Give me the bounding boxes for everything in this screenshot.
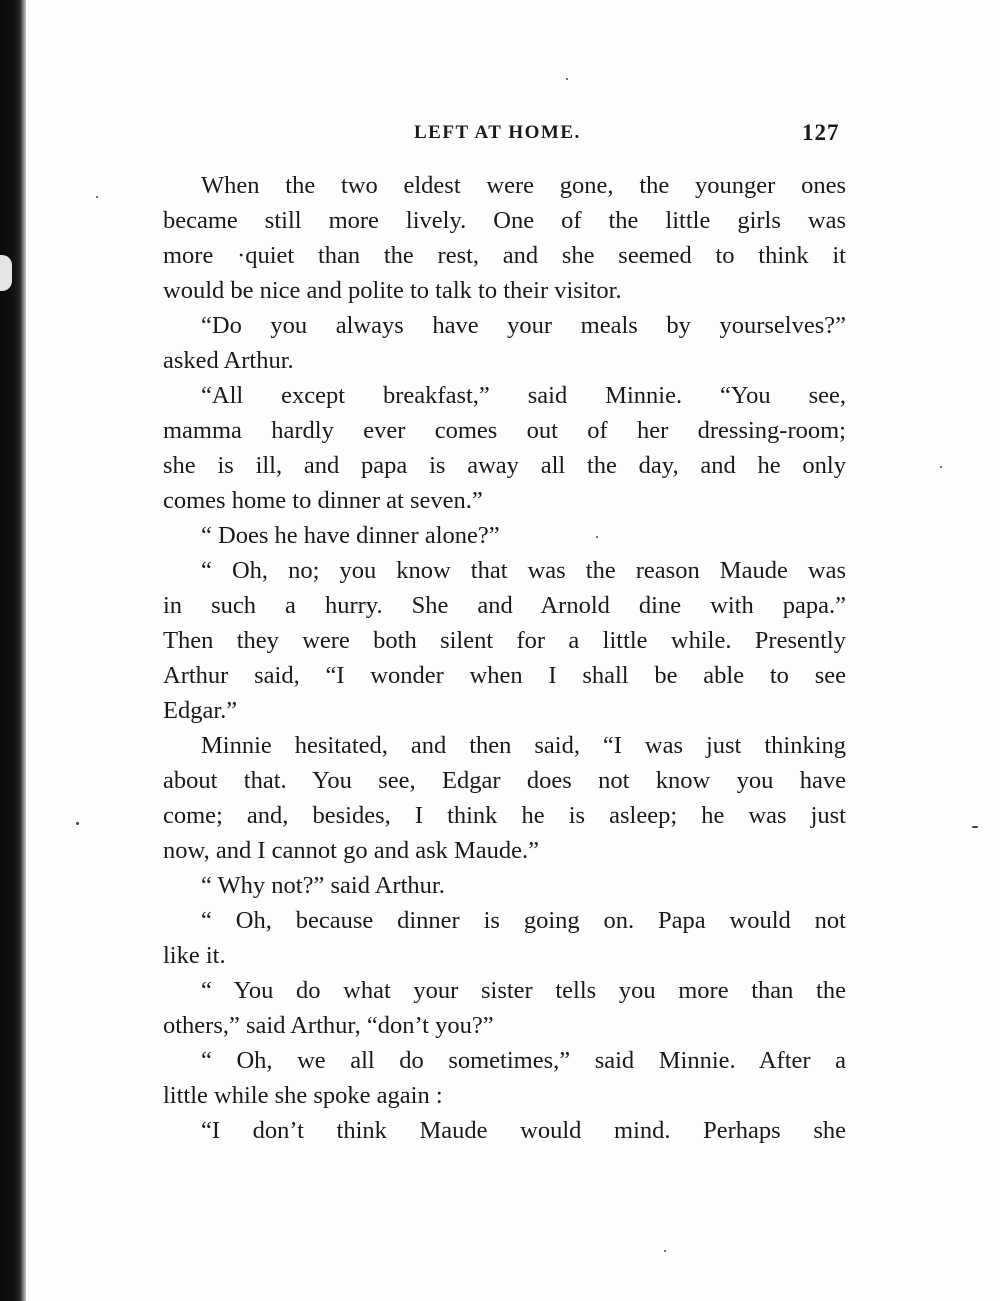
text-line: Edgar.” bbox=[163, 697, 238, 724]
text-line: “ Oh, because dinner is going on. Papa would not bbox=[201, 907, 846, 934]
paper-speck bbox=[940, 466, 942, 468]
text-line: “ Why not?” said Arthur. bbox=[201, 872, 445, 899]
text-line: mamma hardly ever comes out of her dressing-room; bbox=[163, 417, 846, 444]
text-line: she is ill, and papa is away all the day, and he only bbox=[163, 452, 846, 479]
text-line: come; and, besides, I think he is asleep; he was just bbox=[163, 802, 846, 829]
paper-speck bbox=[596, 536, 598, 538]
text-line: “ Oh, no; you know that was the reason Maude was bbox=[201, 557, 846, 584]
text-line: Then they were both silent for a little while. Presently bbox=[163, 627, 846, 654]
text-line: “All except breakfast,” said Minnie. “You see, bbox=[201, 382, 846, 409]
paper-speck bbox=[566, 78, 568, 80]
text-line: like it. bbox=[163, 942, 226, 969]
text-line: became still more lively. One of the little girls was bbox=[163, 207, 846, 234]
text-line: about that. You see, Edgar does not know you have bbox=[163, 767, 846, 794]
text-line: little while she spoke again : bbox=[163, 1082, 443, 1109]
text-line: asked Arthur. bbox=[163, 347, 294, 374]
text-line: “Do you always have your meals by yourselves?” bbox=[201, 312, 846, 339]
text-line: When the two eldest were gone, the younger ones bbox=[201, 172, 846, 199]
text-line: more ·quiet than the rest, and she seemed to think it bbox=[163, 242, 846, 269]
paper-speck bbox=[664, 1250, 666, 1252]
text-line: Arthur said, “I wonder when I shall be able to see bbox=[163, 662, 846, 689]
text-line: now, and I cannot go and ask Maude.” bbox=[163, 837, 540, 864]
paper-speck bbox=[972, 826, 978, 828]
text-line: others,” said Arthur, “don’t you?” bbox=[163, 1012, 494, 1039]
book-spine-shadow bbox=[0, 0, 26, 1301]
text-line: “ Does he have dinner alone?” bbox=[201, 522, 500, 549]
page-header bbox=[0, 120, 1000, 150]
paper-speck bbox=[76, 822, 79, 825]
text-line: Minnie hesitated, and then said, “I was just thinking bbox=[201, 732, 846, 759]
running-title: LEFT AT HOME. bbox=[414, 122, 581, 143]
body-text bbox=[163, 168, 846, 1148]
text-line: “ You do what your sister tells you more than the bbox=[201, 977, 846, 1004]
text-line: “I don’t think Maude would mind. Perhaps she bbox=[201, 1117, 846, 1144]
paper-speck bbox=[96, 196, 98, 198]
text-line: would be nice and polite to talk to their visitor. bbox=[163, 277, 622, 304]
page-number: 127 bbox=[802, 120, 840, 145]
text-line: in such a hurry. She and Arnold dine with papa.” bbox=[163, 592, 846, 619]
text-line: comes home to dinner at seven.” bbox=[163, 487, 483, 514]
spine-notch bbox=[0, 255, 12, 291]
text-line: “ Oh, we all do sometimes,” said Minnie. After a bbox=[201, 1047, 846, 1074]
